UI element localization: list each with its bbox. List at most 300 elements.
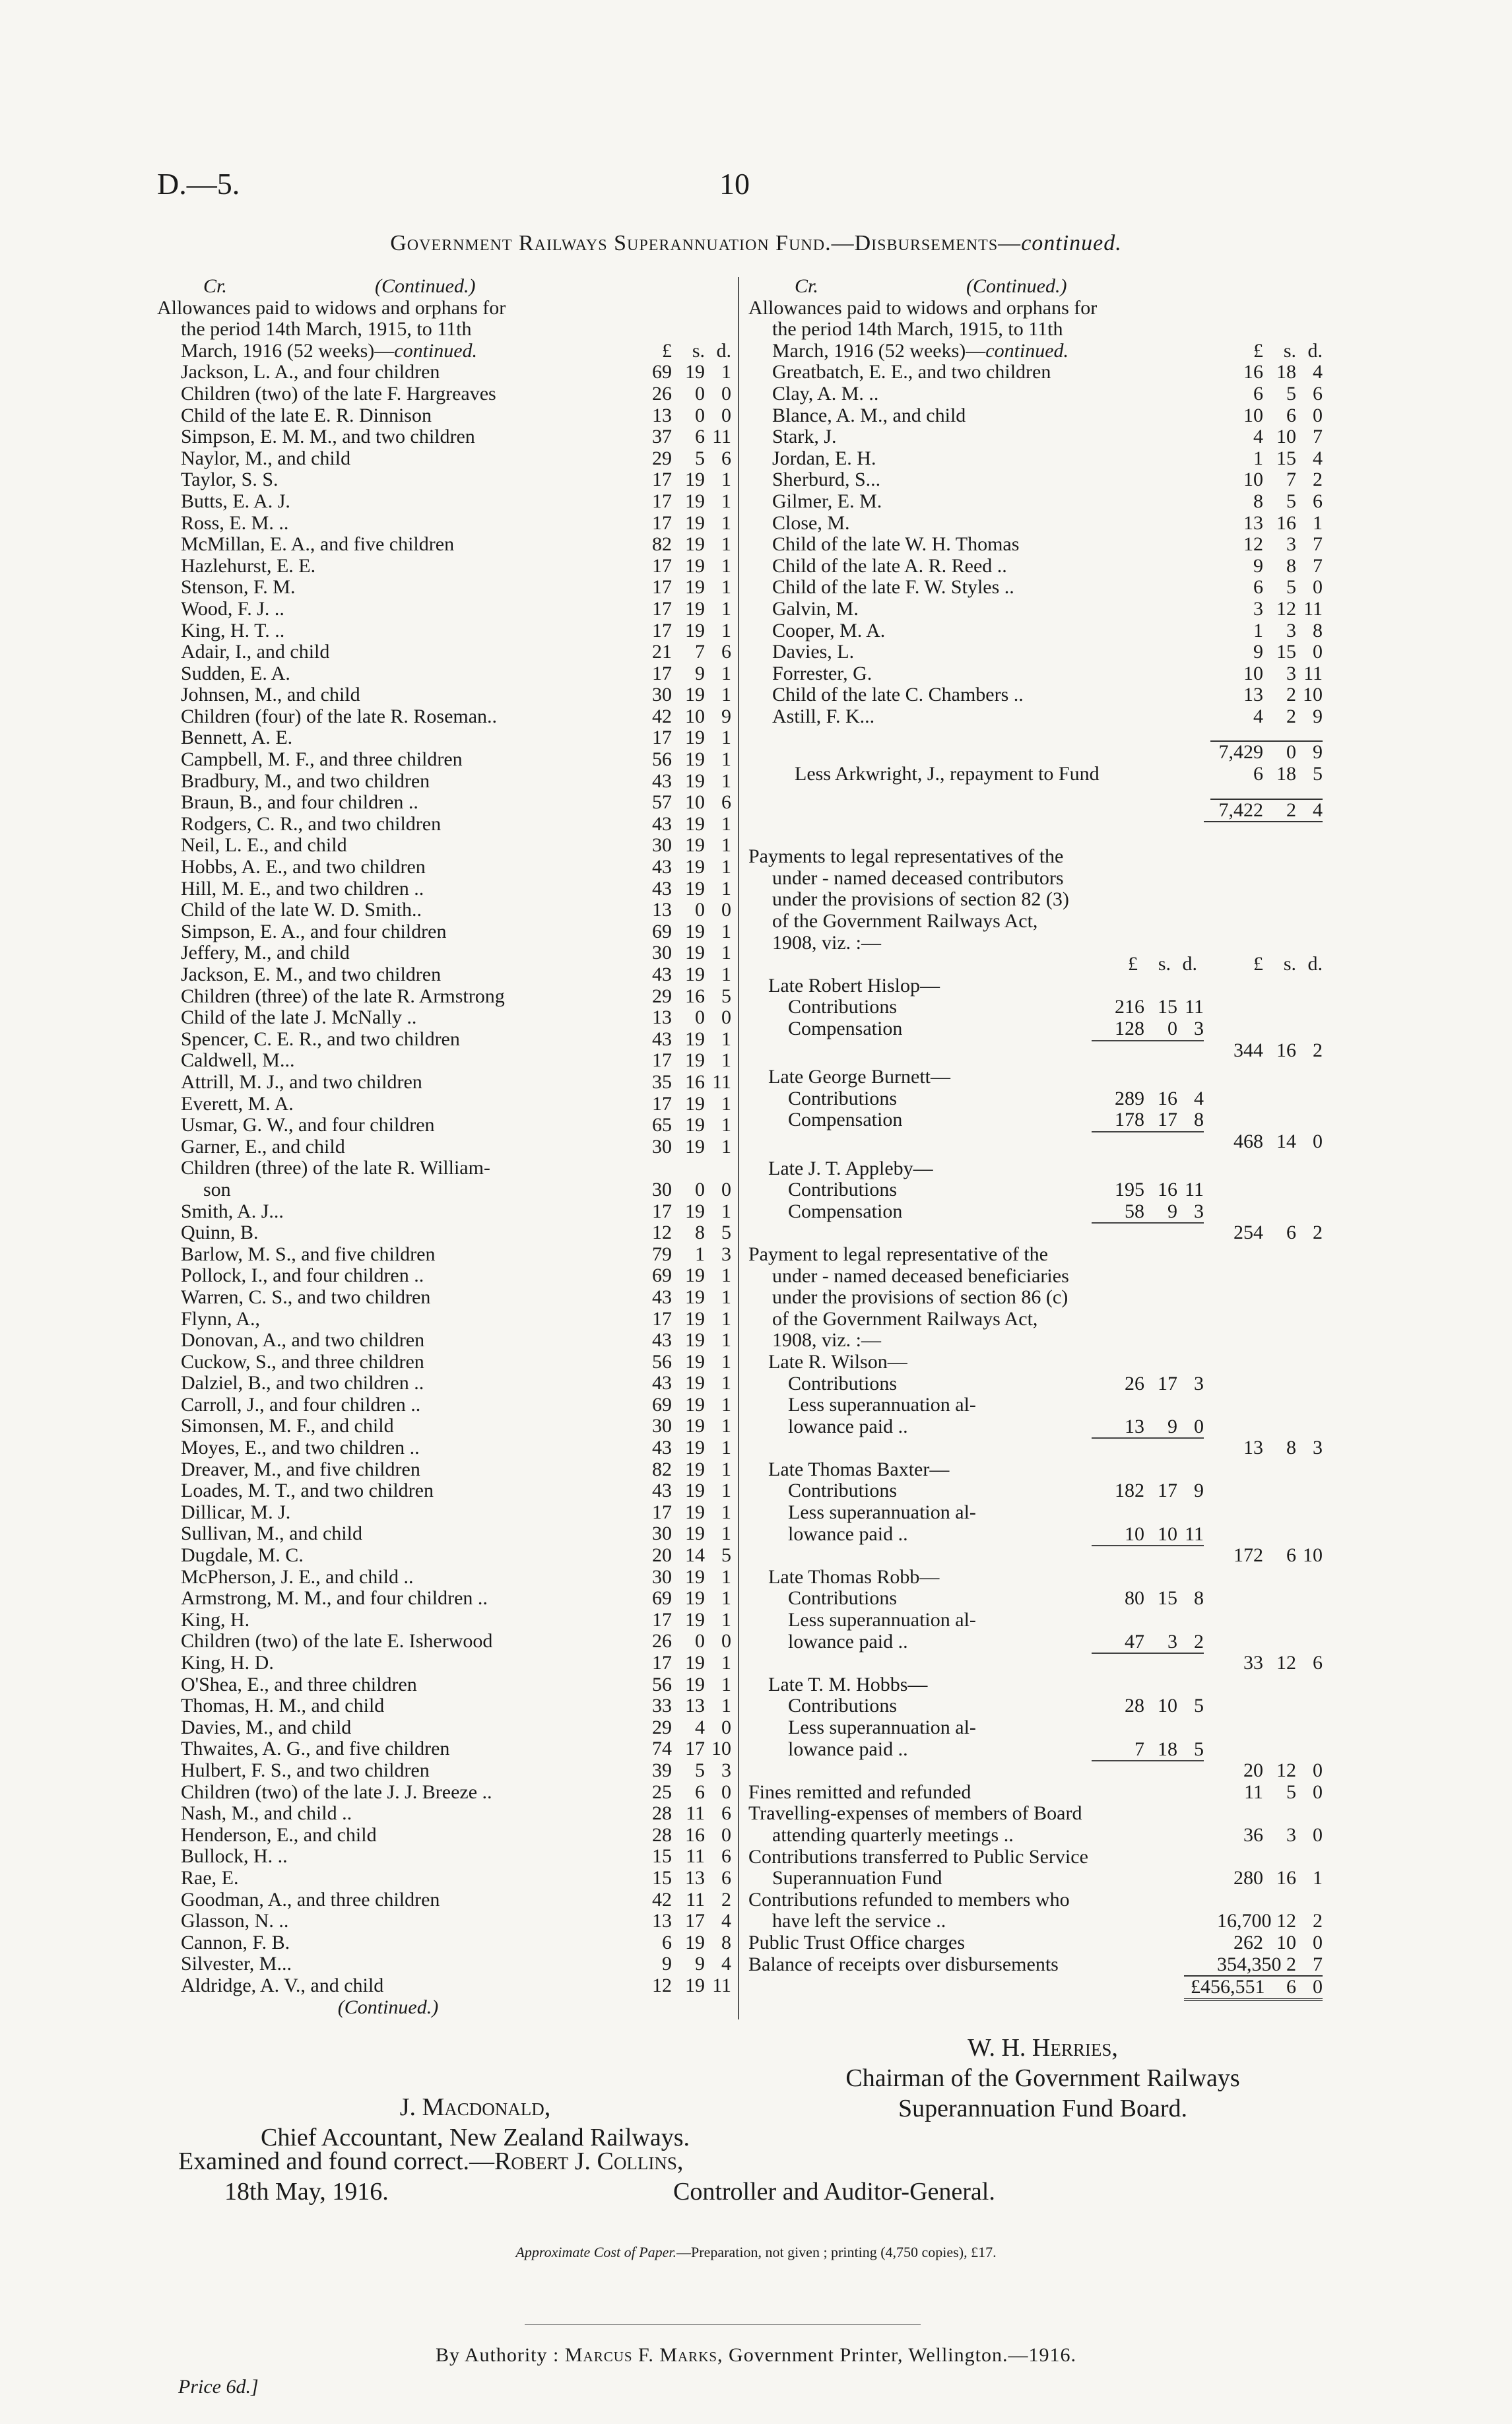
authority-pre: By Authority : xyxy=(436,2344,565,2366)
amount xyxy=(619,900,731,921)
sub-total xyxy=(1204,1416,1323,1438)
amount-pence: 7 xyxy=(1313,533,1323,556)
amount-shillings: 17 xyxy=(685,1910,705,1932)
amount-pence: 5 xyxy=(721,1222,731,1244)
row-label: Children (three) of the late R. Armstrong xyxy=(181,985,505,1007)
sub-amount xyxy=(1092,1480,1204,1502)
misc-row xyxy=(748,1954,1323,1976)
sub-amount xyxy=(1092,1394,1204,1416)
sub-total xyxy=(1204,1179,1323,1201)
amount-shillings: 19 xyxy=(685,1286,705,1308)
row-label: Astill, F. K... xyxy=(772,705,875,727)
amount-pounds: 33 xyxy=(1243,1652,1263,1674)
sub-label: Contributions xyxy=(788,1179,898,1201)
table-row xyxy=(157,1545,731,1567)
amount-shillings: 10 xyxy=(1158,1523,1177,1545)
amount-shillings: 0 xyxy=(1286,741,1296,764)
amount-pounds: 12 xyxy=(1243,533,1263,556)
amount-pounds: 16 xyxy=(1243,361,1263,383)
cost-of-paper xyxy=(0,2244,1512,2261)
amount-pounds: 13 xyxy=(1243,511,1263,534)
row-label: Children (two) of the late J. J. Breeze .. xyxy=(181,1781,492,1803)
sub-amount xyxy=(1092,1201,1204,1223)
sub-amount xyxy=(1092,1018,1204,1040)
amount-pounds: 15 xyxy=(652,1866,672,1889)
amount-pounds: 35 xyxy=(652,1070,672,1093)
amount-shillings: 5 xyxy=(1286,490,1296,512)
amount-pounds: 254 xyxy=(1233,1222,1263,1244)
amount-shillings: 0 xyxy=(695,382,705,405)
amount-pence: 1 xyxy=(721,1329,731,1352)
sub-amount xyxy=(1092,1502,1204,1524)
amount-pence: 1 xyxy=(721,1695,731,1717)
amount-pence: 1 xyxy=(721,1049,731,1072)
amount-pounds: 43 xyxy=(652,1480,672,1502)
row-label: Galvin, M. xyxy=(772,598,859,620)
table-row xyxy=(157,1007,731,1029)
sub-amount xyxy=(1092,1040,1204,1062)
amount xyxy=(619,1846,731,1868)
sub-total xyxy=(1204,1588,1323,1610)
amount-pounds: 280 xyxy=(1233,1867,1263,1889)
amount-shillings: 0 xyxy=(695,1178,705,1200)
amount-pounds: 25 xyxy=(652,1781,672,1803)
sub-row xyxy=(748,1109,1323,1131)
amount xyxy=(1210,362,1323,383)
amount-pounds: 43 xyxy=(652,1372,672,1394)
amount-pounds: 17 xyxy=(652,511,672,534)
amount-shillings: 19 xyxy=(685,1501,705,1523)
table-row xyxy=(157,513,731,535)
row-label: Adair, I., and child xyxy=(181,641,330,663)
sub-label: Contributions xyxy=(788,1372,898,1394)
row-label: Attrill, M. J., and two children xyxy=(181,1071,422,1093)
table-row xyxy=(157,1567,731,1589)
amount-pence: 1 xyxy=(721,1092,731,1115)
macdonald-name: J. Macdonald, xyxy=(399,2093,551,2121)
signature-herries xyxy=(812,2033,1274,2124)
sub-label: lowance paid .. xyxy=(788,1738,908,1760)
amount-pence: 1 xyxy=(721,619,731,641)
amount xyxy=(619,1523,731,1545)
row-label: Forrester, G. xyxy=(772,663,872,684)
row-label: Child of the late W. D. Smith.. xyxy=(181,900,422,921)
amount-pence: 11 xyxy=(712,426,731,448)
amount-pence: 6 xyxy=(1313,382,1323,405)
amount xyxy=(619,1717,731,1739)
amount-pence: 6 xyxy=(721,1802,731,1825)
right-lsd-head xyxy=(1210,341,1323,362)
amount xyxy=(619,1222,731,1244)
table-row xyxy=(748,513,1323,535)
para-line: of the Government Railways Act, xyxy=(772,910,1038,933)
table-row xyxy=(157,942,731,964)
table-row xyxy=(157,448,731,470)
amount xyxy=(619,1007,731,1029)
amount-shillings: 7 xyxy=(1286,469,1296,491)
row-label: King, H. T. .. xyxy=(181,620,285,641)
sub-label xyxy=(748,1760,1092,1782)
amount-shillings: 14 xyxy=(1276,1130,1296,1152)
beneficiary-label: Late T. M. Hobbs— xyxy=(768,1673,928,1695)
beneficiary-name xyxy=(748,1674,1323,1696)
row-label: Children (four) of the late R. Roseman.. xyxy=(181,705,498,727)
lsd-shillings: s. xyxy=(1283,953,1296,975)
amount-pounds: 6 xyxy=(662,1931,672,1953)
right-subtotal xyxy=(1210,740,1323,764)
right-less-label: Less Arkwright, J., repayment to Fund xyxy=(795,764,1100,785)
amount-pounds: 354,350 xyxy=(1217,1953,1282,1975)
table-row xyxy=(157,1825,731,1847)
amount-pence: 6 xyxy=(721,791,731,814)
table-row xyxy=(748,534,1323,556)
amount-pence: 4 xyxy=(1313,447,1323,469)
para-line: under the provisions of section 86 (c) xyxy=(772,1286,1068,1309)
amount-pence: 3 xyxy=(1194,1200,1204,1222)
table-row xyxy=(748,620,1323,642)
amount-pence: 1 xyxy=(721,1114,731,1136)
sub-row xyxy=(748,1480,1323,1502)
beneficiary-name xyxy=(748,1567,1323,1589)
amount xyxy=(619,1545,731,1567)
amount-pence: 11 xyxy=(1185,996,1204,1018)
amount-pence: 0 xyxy=(721,1006,731,1029)
sub-amount xyxy=(1092,997,1204,1018)
amount-pence: 5 xyxy=(1313,763,1323,785)
examined-block xyxy=(178,2146,995,2207)
amount-shillings: 16 xyxy=(685,985,705,1007)
table-row xyxy=(748,599,1323,620)
amount-pounds: 17 xyxy=(652,576,672,599)
left-intro-1: Allowances paid to widows and orphans for xyxy=(157,296,506,319)
amount-pence: 1 xyxy=(721,1501,731,1523)
amount-pounds: £456,551 xyxy=(1191,1976,1265,1998)
table-row xyxy=(157,1695,731,1717)
sub-total xyxy=(1204,1610,1323,1631)
price: Price 6d.] xyxy=(178,2376,259,2398)
row-label: Children (two) of the late E. Isherwood xyxy=(181,1631,493,1653)
amount-pence: 7 xyxy=(1313,426,1323,448)
sub-row xyxy=(748,1437,1323,1459)
beneficiary-name xyxy=(748,1459,1323,1481)
sub-total xyxy=(1204,1040,1323,1062)
herries-name: W. H. Herries, xyxy=(968,2034,1118,2062)
sub-total xyxy=(1204,1739,1323,1761)
amount xyxy=(619,641,731,663)
left-cr: Cr. xyxy=(203,275,227,297)
amount-shillings: 9 xyxy=(695,662,705,684)
right-intro-3-em: continued. xyxy=(985,340,1069,362)
amount-pence: 1 xyxy=(721,1652,731,1674)
amount-shillings: 11 xyxy=(686,1802,705,1825)
amount-shillings: 12 xyxy=(1276,1652,1296,1674)
amount-pence: 5 xyxy=(1194,1738,1204,1760)
amount-pounds: 12 xyxy=(652,1974,672,1996)
sub-label xyxy=(748,1222,1092,1244)
amount-pence: 1 xyxy=(721,490,731,512)
amount-shillings: 16 xyxy=(1158,1179,1177,1201)
amount-pounds: 17 xyxy=(652,1092,672,1115)
amount-shillings: 19 xyxy=(685,511,705,534)
row-label: Cannon, F. B. xyxy=(181,1932,290,1953)
amount-pounds: 56 xyxy=(652,1350,672,1373)
row-label: Hill, M. E., and two children .. xyxy=(181,878,424,900)
amount-shillings: 15 xyxy=(1276,447,1296,469)
table-row xyxy=(157,1265,731,1287)
left-intro-lsd-row xyxy=(157,341,731,362)
table-row xyxy=(157,1610,731,1631)
examined-text: Examined and found correct.— xyxy=(178,2147,495,2175)
amount xyxy=(619,857,731,878)
amount-pence: 3 xyxy=(1313,1437,1323,1459)
amount-shillings: 19 xyxy=(685,1092,705,1115)
left-lsd-head xyxy=(619,341,731,362)
table-row xyxy=(157,1588,731,1610)
amount-shillings: 19 xyxy=(685,1307,705,1330)
row-label: Stark, J. xyxy=(772,426,837,448)
table-row xyxy=(157,835,731,857)
misc-label-2: have left the service .. xyxy=(772,1911,946,1932)
amount xyxy=(619,1889,731,1911)
right-intro-lsd-row xyxy=(748,341,1323,362)
amount-pence: 1 xyxy=(721,1587,731,1610)
amount-shillings: 19 xyxy=(685,469,705,491)
amount-pounds: 42 xyxy=(652,1888,672,1911)
sub-row xyxy=(748,1631,1323,1653)
authority-line xyxy=(0,2344,1512,2367)
sub-row xyxy=(748,1131,1323,1153)
table-row xyxy=(157,1072,731,1094)
beneficiary-name xyxy=(748,1352,1323,1373)
amount-pounds: 182 xyxy=(1115,1480,1144,1502)
sub-amount xyxy=(1092,1695,1204,1717)
page-ref: D.—5. xyxy=(157,167,240,201)
table-row xyxy=(157,1094,731,1115)
amount xyxy=(1210,513,1323,535)
amount xyxy=(619,1932,731,1954)
amount-pence: 1 xyxy=(1313,1867,1323,1889)
amount-shillings: 16 xyxy=(1276,1867,1296,1889)
amount xyxy=(619,1567,731,1589)
amount xyxy=(619,1330,731,1352)
amount-pounds: 9 xyxy=(662,1953,672,1975)
amount-shillings: 6 xyxy=(1286,404,1296,426)
amount-shillings: 8 xyxy=(695,1222,705,1244)
amount-pounds: 17 xyxy=(652,727,672,749)
row-label: Warren, C. S., and two children xyxy=(181,1286,431,1308)
amount-pence: 1 xyxy=(721,469,731,491)
amount xyxy=(1184,1932,1323,1954)
amount-pence: 0 xyxy=(1313,576,1323,599)
table-row xyxy=(157,663,731,685)
amount-pence: 0 xyxy=(1313,404,1323,426)
row-label: Jackson, L. A., and four children xyxy=(181,362,440,383)
sub-row xyxy=(748,1739,1323,1761)
amount-pence: 2 xyxy=(1313,1910,1323,1932)
sub-row xyxy=(748,1416,1323,1438)
sub-label: Contributions xyxy=(788,1480,898,1502)
row-label: Caldwell, M... xyxy=(181,1050,295,1072)
amount-pounds: 30 xyxy=(652,1415,672,1437)
amount xyxy=(619,1201,731,1223)
row-label: Donovan, A., and two children xyxy=(181,1330,425,1352)
amount xyxy=(619,1352,731,1373)
table-row xyxy=(157,857,731,878)
sub-label: lowance paid .. xyxy=(788,1523,908,1545)
sub-amount xyxy=(1092,1588,1204,1610)
para-line: under - named deceased contributors xyxy=(772,867,1064,889)
row-label: Davies, L. xyxy=(772,641,855,663)
amount-pence: 1 xyxy=(721,1565,731,1588)
amount-pence: 1 xyxy=(721,1415,731,1437)
amount xyxy=(619,942,731,964)
grand-total-row xyxy=(748,1975,1323,2001)
left-lsd-pence: d. xyxy=(716,339,731,362)
amount-pounds: 17 xyxy=(652,619,672,641)
amount-shillings: 19 xyxy=(685,1673,705,1695)
amount-shillings: 16 xyxy=(685,1070,705,1093)
misc-row xyxy=(748,1825,1323,1847)
amount-shillings: 19 xyxy=(685,1200,705,1222)
sub-row xyxy=(748,1760,1323,1782)
amount-shillings: 18 xyxy=(1276,763,1296,785)
amount xyxy=(619,1738,731,1760)
sub-label: Compensation xyxy=(788,1109,903,1131)
amount-pence: 0 xyxy=(1313,1130,1323,1152)
sub-label: Contributions xyxy=(788,1087,898,1109)
sub-total xyxy=(1204,1524,1323,1546)
amount-pounds: 6 xyxy=(1253,382,1263,405)
table-row xyxy=(157,556,731,577)
sub-amount xyxy=(1092,1717,1204,1739)
amount-pence: 2 xyxy=(1313,1222,1323,1244)
estate-label: Late George Burnett— xyxy=(768,1066,951,1088)
amount-pounds: 9 xyxy=(1253,554,1263,577)
amount-pence: 7 xyxy=(1313,554,1323,577)
right-intro xyxy=(748,298,1323,341)
amount-shillings: 19 xyxy=(685,1480,705,1502)
row-label: Greatbatch, E. E., and two children xyxy=(772,362,1051,383)
row-label: Aldridge, A. V., and child xyxy=(181,1975,384,1996)
amount xyxy=(619,1072,731,1094)
amount-pounds: 10 xyxy=(1243,469,1263,491)
amount-shillings: 19 xyxy=(685,1931,705,1953)
amount-shillings: 16 xyxy=(1158,1087,1177,1109)
amount-pence: 0 xyxy=(721,1716,731,1738)
amount-pounds: 17 xyxy=(652,1501,672,1523)
amount-pence: 2 xyxy=(1313,469,1323,491)
amount-pounds: 20 xyxy=(652,1544,672,1567)
table-row xyxy=(157,1760,731,1782)
misc-items xyxy=(748,1782,1323,1975)
amount-shillings: 15 xyxy=(1158,1587,1177,1610)
sub-label: Contributions xyxy=(788,1695,898,1717)
row-label: Hazlehurst, E. E. xyxy=(181,555,316,577)
amount xyxy=(619,599,731,620)
amount-pounds: 289 xyxy=(1115,1087,1144,1109)
amount xyxy=(619,513,731,535)
amount xyxy=(1210,706,1323,728)
misc-label: Public Trust Office charges xyxy=(748,1932,966,1953)
sub-amount xyxy=(1092,1131,1204,1153)
estate-label: Late J. T. Appleby— xyxy=(768,1157,933,1179)
amount-shillings: 6 xyxy=(695,1781,705,1803)
amount-pounds: 1 xyxy=(1253,619,1263,641)
amount-pounds: 80 xyxy=(1125,1587,1144,1610)
table-row xyxy=(157,599,731,620)
amount-shillings: 19 xyxy=(685,1049,705,1072)
amount-pounds: 28 xyxy=(652,1823,672,1846)
right-net-row xyxy=(748,799,1323,822)
table-row xyxy=(748,684,1323,706)
amount-shillings: 8 xyxy=(1286,1437,1296,1459)
amount-pence: 2 xyxy=(1194,1630,1204,1653)
table-row xyxy=(157,1050,731,1072)
amount-pence: 8 xyxy=(1194,1109,1204,1131)
amount-shillings: 15 xyxy=(1276,641,1296,663)
amount-shillings: 4 xyxy=(695,1716,705,1738)
amount-pence: 0 xyxy=(721,1178,731,1200)
amount-shillings: 19 xyxy=(685,727,705,749)
row-label: Bennett, A. E. xyxy=(181,727,293,749)
amount-shillings: 0 xyxy=(695,1006,705,1029)
amount-pence: 6 xyxy=(1313,490,1323,512)
amount-pence: 11 xyxy=(712,1070,731,1093)
amount-pence: 7 xyxy=(1313,1953,1323,1975)
estate-name xyxy=(748,975,1323,997)
amount-shillings: 18 xyxy=(1276,361,1296,383)
sub-total xyxy=(1204,1222,1323,1244)
amount-shillings: 17 xyxy=(1158,1109,1177,1131)
amount-pounds: 36 xyxy=(1243,1823,1263,1846)
amount-shillings: 11 xyxy=(686,1888,705,1911)
amount-pence: 0 xyxy=(1313,1759,1323,1782)
sub-label: lowance paid .. xyxy=(788,1630,908,1653)
amount-pounds: 69 xyxy=(652,361,672,383)
amount-pounds: 69 xyxy=(652,1264,672,1287)
left-continued: (Continued.) xyxy=(337,1996,439,2018)
amount-pounds: 17 xyxy=(652,1307,672,1330)
right-intro-3-text: March, 1916 (52 weeks)— xyxy=(772,340,986,362)
amount xyxy=(619,1373,731,1394)
amount-shillings: 14 xyxy=(685,1544,705,1567)
amount-pounds: 56 xyxy=(652,1673,672,1695)
table-row xyxy=(157,1868,731,1889)
amount xyxy=(619,426,731,448)
amount-pounds: 10 xyxy=(1243,404,1263,426)
row-label: Rae, E. xyxy=(181,1867,239,1889)
amount xyxy=(619,1136,731,1158)
legal-lsd-row xyxy=(748,954,1323,975)
amount-pence: 0 xyxy=(1313,641,1323,663)
amount-pence: 5 xyxy=(721,1544,731,1567)
amount-pence: 8 xyxy=(721,1931,731,1953)
amount-shillings: 9 xyxy=(1167,1200,1177,1222)
row-label: Child of the late E. R. Dinnison xyxy=(181,405,432,426)
amount-pence: 9 xyxy=(1313,705,1323,727)
printer-name: Marcus F. Marks xyxy=(564,2344,718,2366)
row-label: McMillan, E. A., and five children xyxy=(181,534,455,556)
amount xyxy=(1184,1825,1323,1847)
right-lsd-pence: d. xyxy=(1307,339,1323,362)
amount-pounds: 43 xyxy=(652,1028,672,1050)
misc-label-2: attending quarterly meetings .. xyxy=(772,1824,1014,1846)
sub-total xyxy=(1204,1394,1323,1416)
table-row xyxy=(157,1803,731,1825)
amount-shillings: 16 xyxy=(685,1823,705,1846)
amount-pounds: 42 xyxy=(652,705,672,727)
row-label: Thwaites, A. G., and five children xyxy=(181,1738,450,1760)
